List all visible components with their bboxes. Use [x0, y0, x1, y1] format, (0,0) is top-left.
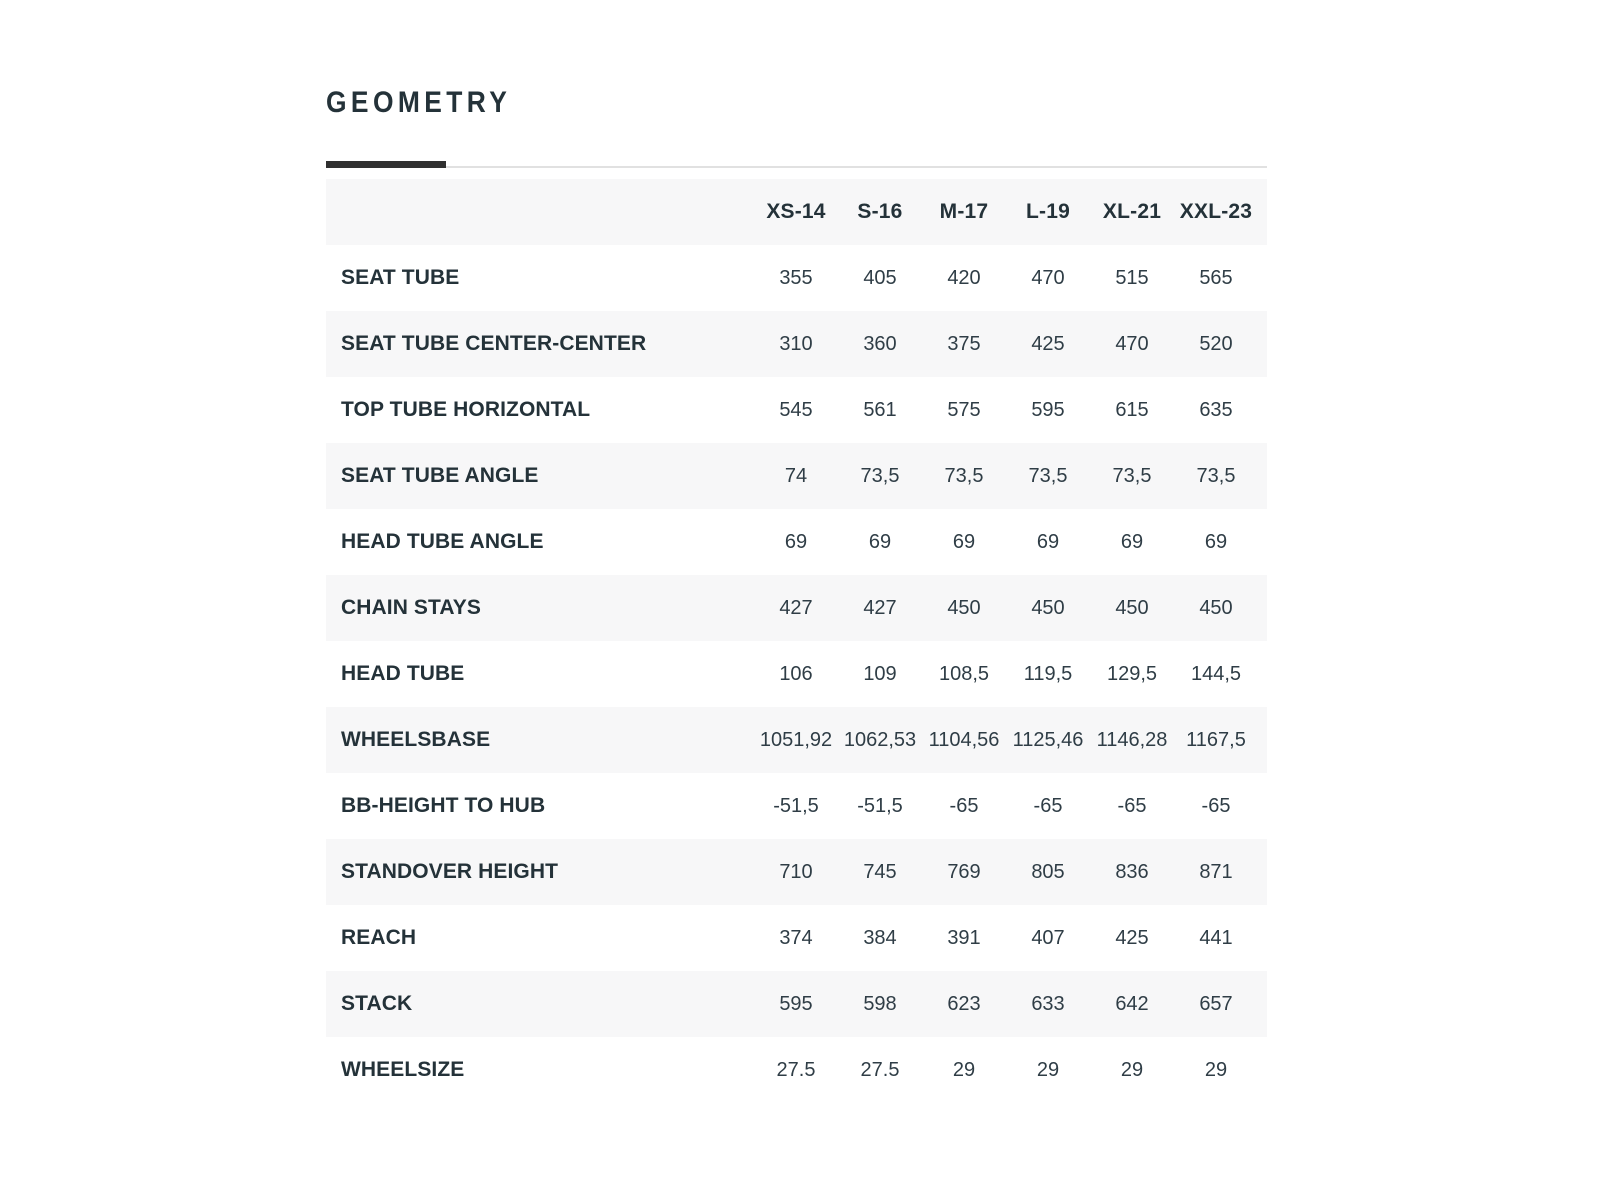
cell-value: 642 [1115, 992, 1149, 1015]
cell-value: 69 [952, 530, 976, 553]
size-column-header: XS-14 [766, 200, 826, 223]
cell-value: 405 [863, 266, 897, 289]
cell-value: 425 [1031, 332, 1065, 355]
cell-value: 106 [779, 662, 813, 685]
table-header [326, 179, 1267, 245]
cell-value: 73,5 [944, 464, 984, 487]
table-row [326, 707, 1267, 773]
cell-value: 69 [1036, 530, 1060, 553]
cell-value: 520 [1199, 332, 1233, 355]
geometry-table [326, 179, 1267, 1103]
table-row [326, 245, 1267, 311]
cell-value: 450 [947, 596, 981, 619]
cell-value: 119,5 [1023, 662, 1073, 685]
row-label: STANDOVER HEIGHT [341, 860, 559, 883]
cell-value: 470 [1031, 266, 1065, 289]
cell-value: 623 [947, 992, 981, 1015]
cell-value: 635 [1199, 398, 1233, 421]
size-column-header: XXL-23 [1179, 200, 1253, 223]
cell-value: 427 [779, 596, 813, 619]
table-row [326, 773, 1267, 839]
cell-value: 109 [863, 662, 897, 685]
row-label: TOP TUBE HORIZONTAL [341, 398, 591, 421]
cell-value: 871 [1199, 860, 1233, 883]
cell-value: 470 [1115, 332, 1149, 355]
cell-value: 805 [1031, 860, 1065, 883]
cell-value: 391 [947, 926, 981, 949]
empty-corner-cell [326, 179, 754, 245]
cell-value: 769 [947, 860, 981, 883]
size-column-header: S-16 [857, 200, 903, 223]
cell-value: 657 [1199, 992, 1233, 1015]
cell-value: -51,5 [773, 794, 819, 817]
row-label: HEAD TUBE ANGLE [341, 530, 544, 553]
cell-value: 1146,28 [1096, 728, 1168, 751]
cell-value: 1104,56 [928, 728, 1000, 751]
cell-value: 310 [779, 332, 813, 355]
cell-value: 565 [1199, 266, 1233, 289]
cell-value: 450 [1115, 596, 1149, 619]
cell-value: 1167,5 [1186, 728, 1246, 751]
table-row [326, 575, 1267, 641]
cell-value: 360 [863, 332, 897, 355]
cell-value: 69 [1120, 530, 1144, 553]
cell-value: 73,5 [860, 464, 900, 487]
row-label: BB-HEIGHT TO HUB [341, 794, 546, 817]
cell-value: 407 [1031, 926, 1065, 949]
cell-value: -65 [1117, 794, 1147, 817]
cell-value: 710 [779, 860, 813, 883]
cell-value: 425 [1115, 926, 1149, 949]
table-row [326, 443, 1267, 509]
cell-value: 745 [863, 860, 897, 883]
cell-value: 1125,46 [1012, 728, 1084, 751]
title-divider [326, 161, 1267, 168]
cell-value: 836 [1115, 860, 1149, 883]
cell-value: 27.5 [860, 1058, 900, 1081]
cell-value: 374 [779, 926, 813, 949]
row-label: WHEELSBASE [341, 728, 491, 751]
cell-value: 129,5 [1106, 662, 1158, 685]
row-label: STACK [341, 992, 413, 1015]
cell-value: 420 [947, 266, 981, 289]
cell-value: 1051,92 [759, 728, 833, 751]
section-title: GEOMETRY [326, 86, 512, 119]
cell-value: 1062,53 [843, 728, 917, 751]
cell-value: 69 [868, 530, 892, 553]
divider-line [326, 166, 1267, 168]
cell-value: 633 [1031, 992, 1065, 1015]
geometry-section [326, 0, 1267, 1103]
cell-value: 69 [784, 530, 808, 553]
cell-value: 108,5 [938, 662, 990, 685]
cell-value: -65 [1033, 794, 1063, 817]
table-row [326, 1037, 1267, 1103]
table-row [326, 971, 1267, 1037]
cell-value: -51,5 [857, 794, 903, 817]
table-body [326, 245, 1267, 1103]
cell-value: 73,5 [1196, 464, 1236, 487]
table-row [326, 509, 1267, 575]
table-row [326, 377, 1267, 443]
size-column-header: XL-21 [1102, 200, 1162, 223]
row-label: SEAT TUBE ANGLE [341, 464, 539, 487]
size-header-row [326, 179, 1267, 245]
row-label: SEAT TUBE [341, 266, 460, 289]
cell-value: 375 [947, 332, 981, 355]
cell-value: 73,5 [1028, 464, 1068, 487]
cell-value: 69 [1204, 530, 1228, 553]
size-column-header: M-17 [939, 200, 989, 223]
cell-value: 595 [779, 992, 813, 1015]
table-row [326, 311, 1267, 377]
divider-accent [326, 161, 446, 168]
cell-value: 27.5 [776, 1058, 816, 1081]
row-label: HEAD TUBE [341, 662, 465, 685]
row-label: CHAIN STAYS [341, 596, 481, 619]
table-row [326, 839, 1267, 905]
cell-value: 29 [1036, 1058, 1060, 1081]
cell-value: 355 [779, 266, 813, 289]
cell-value: -65 [1201, 794, 1231, 817]
table-row [326, 641, 1267, 707]
cell-value: 545 [779, 398, 813, 421]
cell-value: 74 [784, 464, 808, 487]
cell-value: 450 [1031, 596, 1065, 619]
cell-value: -65 [949, 794, 979, 817]
cell-value: 598 [863, 992, 897, 1015]
cell-value: 29 [1120, 1058, 1144, 1081]
cell-value: 561 [863, 398, 897, 421]
cell-value: 73,5 [1112, 464, 1152, 487]
cell-value: 515 [1115, 266, 1149, 289]
table-row [326, 905, 1267, 971]
row-label: WHEELSIZE [341, 1058, 465, 1081]
cell-value: 615 [1115, 398, 1149, 421]
size-column-header: L-19 [1026, 200, 1070, 223]
cell-value: 427 [863, 596, 897, 619]
cell-value: 384 [863, 926, 897, 949]
cell-value: 29 [1204, 1058, 1228, 1081]
cell-value: 450 [1199, 596, 1233, 619]
cell-value: 441 [1199, 926, 1233, 949]
row-label: SEAT TUBE CENTER-CENTER [341, 332, 647, 355]
cell-value: 29 [952, 1058, 976, 1081]
cell-value: 144,5 [1190, 662, 1242, 685]
cell-value: 595 [1031, 398, 1065, 421]
row-label: REACH [341, 926, 417, 949]
cell-value: 575 [947, 398, 981, 421]
